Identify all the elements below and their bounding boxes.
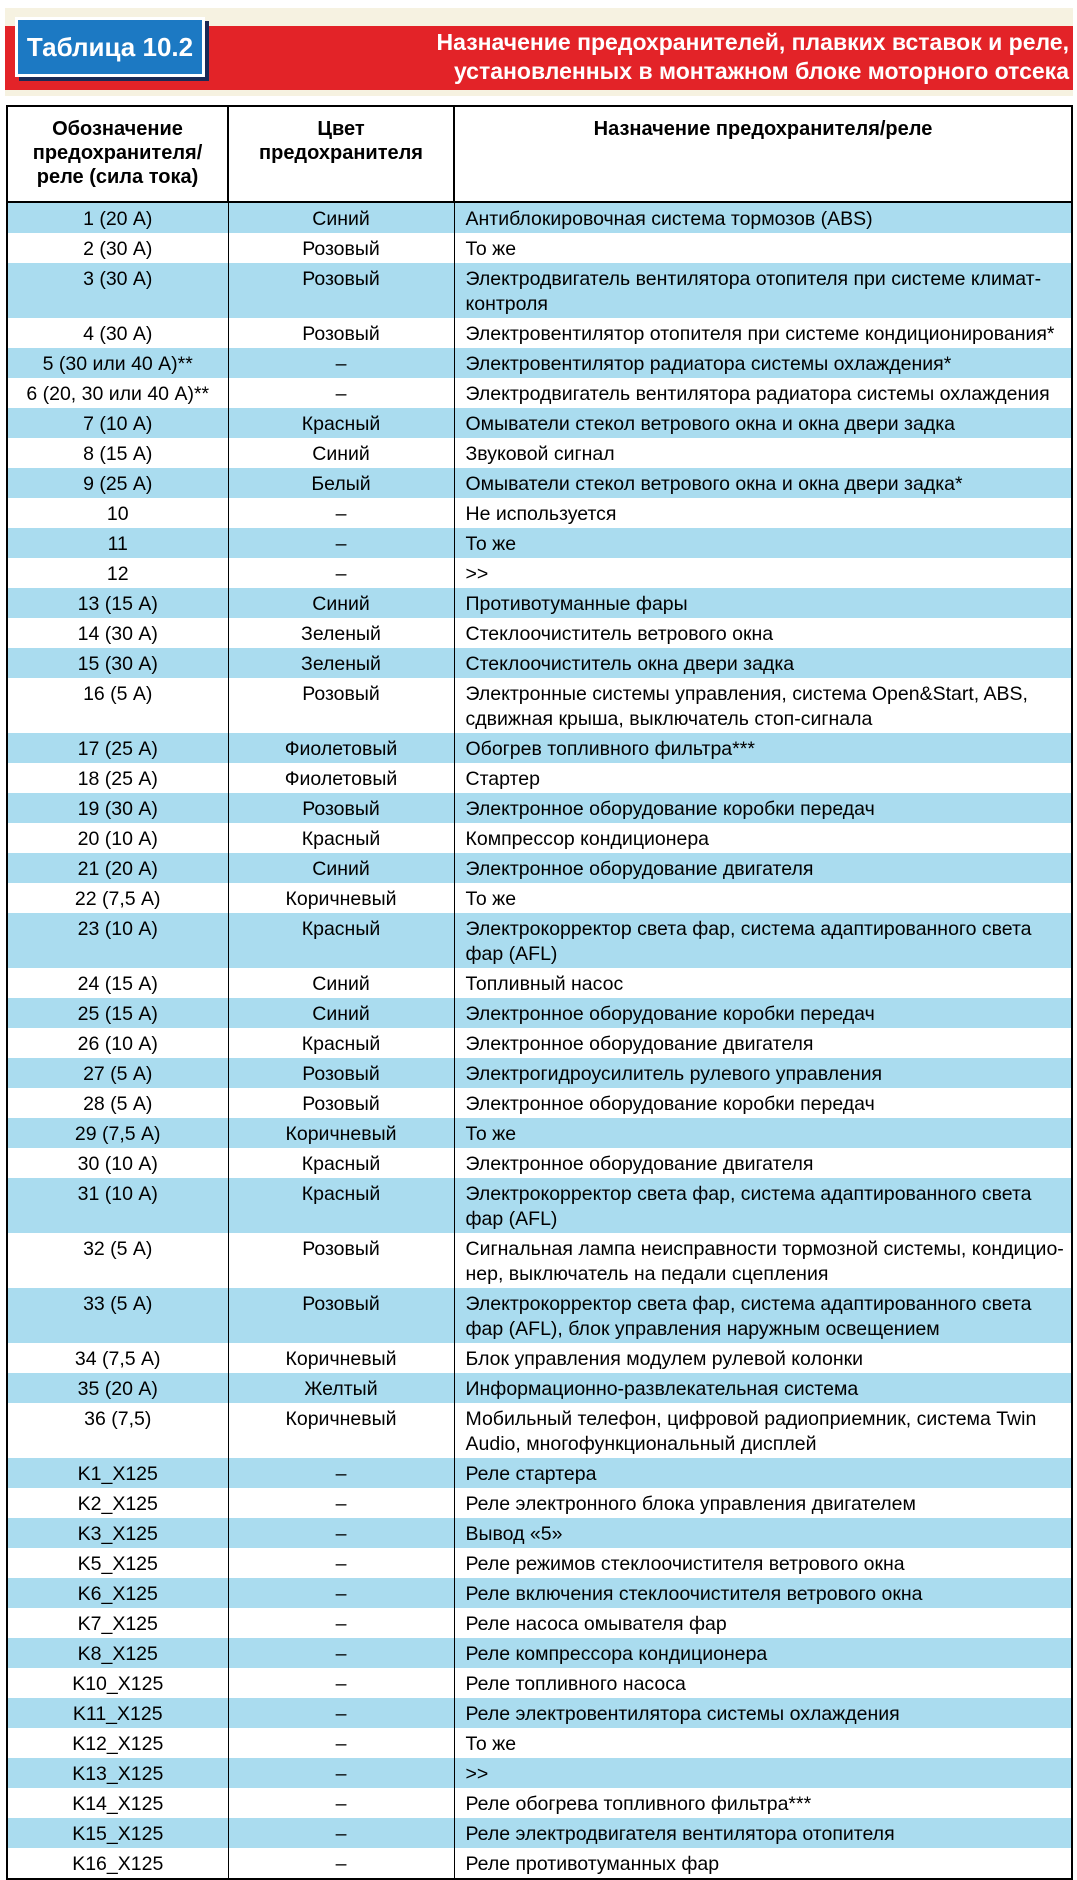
cell-designation: K14_X125 xyxy=(7,1788,228,1818)
cell-designation: 6 (20, 30 или 40 А)** xyxy=(7,378,228,408)
cell-purpose: Противотуманные фары xyxy=(454,588,1072,618)
table-row xyxy=(7,1818,1072,1848)
cell-purpose: Реле электродвигателя вентилятора отопителя xyxy=(454,1818,1072,1848)
table-row xyxy=(7,678,1072,733)
cell-purpose: Реле обогрева топливного фильтра*** xyxy=(454,1788,1072,1818)
table-row xyxy=(7,823,1072,853)
table-row xyxy=(7,998,1072,1028)
header-bottom-strip xyxy=(5,90,1073,96)
table-row xyxy=(7,588,1072,618)
table-row xyxy=(7,378,1072,408)
cell-purpose: Блок управления модулем рулевой колонки xyxy=(454,1343,1072,1373)
cell-fuse-color: – xyxy=(228,498,454,528)
cell-designation: 31 (10 А) xyxy=(7,1178,228,1233)
cell-purpose: Электровентилятор радиатора системы охлаждения* xyxy=(454,348,1072,378)
cell-designation: K15_X125 xyxy=(7,1818,228,1848)
cell-fuse-color: Фиолетовый xyxy=(228,733,454,763)
cell-designation: 32 (5 А) xyxy=(7,1233,228,1288)
cell-designation: 4 (30 А) xyxy=(7,318,228,348)
fuse-table xyxy=(6,105,1073,1880)
table-row xyxy=(7,1288,1072,1343)
table-row xyxy=(7,1403,1072,1458)
cell-purpose: Реле режимов стеклоочистителя ветрового окна xyxy=(454,1548,1072,1578)
cell-designation: 27 (5 А) xyxy=(7,1058,228,1088)
cell-fuse-color: – xyxy=(228,1488,454,1518)
table-row xyxy=(7,1088,1072,1118)
cell-designation: 19 (30 А) xyxy=(7,793,228,823)
cell-fuse-color: Синий xyxy=(228,968,454,998)
cell-purpose: Электрокорректор света фар, система адаптированного света фар (AFL) xyxy=(454,1178,1072,1233)
cell-purpose: Омыватели стекол ветрового окна и окна двери задка xyxy=(454,408,1072,438)
cell-fuse-color: Красный xyxy=(228,1178,454,1233)
cell-designation: 36 (7,5) xyxy=(7,1403,228,1458)
cell-designation: 28 (5 А) xyxy=(7,1088,228,1118)
table-row xyxy=(7,1458,1072,1488)
cell-designation: 10 xyxy=(7,498,228,528)
cell-fuse-color: – xyxy=(228,1788,454,1818)
cell-fuse-color: Синий xyxy=(228,588,454,618)
table-title-line-1: Назначение предохранителей, плавких вставок и реле, xyxy=(436,29,1069,55)
cell-fuse-color: Синий xyxy=(228,853,454,883)
cell-designation: 9 (25 А) xyxy=(7,468,228,498)
table-row xyxy=(7,1178,1072,1233)
table-row xyxy=(7,853,1072,883)
cell-designation: K13_X125 xyxy=(7,1758,228,1788)
cell-fuse-color: Розовый xyxy=(228,233,454,263)
cell-fuse-color: Розовый xyxy=(228,1288,454,1343)
cell-purpose: Реле стартера xyxy=(454,1458,1072,1488)
cell-fuse-color: – xyxy=(228,1638,454,1668)
cell-designation: 11 xyxy=(7,528,228,558)
column-header-designation: Обозначение предохранителя/ реле (сила тока) xyxy=(7,106,228,202)
table-row xyxy=(7,233,1072,263)
column-header-color: Цвет предохранителя xyxy=(228,106,454,202)
table-row xyxy=(7,1638,1072,1668)
cell-purpose: То же xyxy=(454,528,1072,558)
cell-designation: 15 (30 А) xyxy=(7,648,228,678)
cell-designation: K16_X125 xyxy=(7,1848,228,1879)
cell-purpose: Электронные системы управления, система Open&Start, ABS, сдвижная крыша, выключатель стоп-сигнала xyxy=(454,678,1072,733)
table-row xyxy=(7,763,1072,793)
table-row xyxy=(7,913,1072,968)
table-row xyxy=(7,202,1072,233)
table-header-row xyxy=(7,106,1072,202)
cell-purpose: Топливный насос xyxy=(454,968,1072,998)
cell-purpose: Обогрев топливного фильтра*** xyxy=(454,733,1072,763)
table-row xyxy=(7,1698,1072,1728)
cell-purpose: Электронное оборудование коробки передач xyxy=(454,793,1072,823)
cell-designation: 7 (10 А) xyxy=(7,408,228,438)
cell-fuse-color: Синий xyxy=(228,202,454,233)
cell-designation: K1_X125 xyxy=(7,1458,228,1488)
cell-fuse-color: – xyxy=(228,1848,454,1879)
cell-designation: 5 (30 или 40 А)** xyxy=(7,348,228,378)
table-row xyxy=(7,263,1072,318)
cell-designation: 29 (7,5 А) xyxy=(7,1118,228,1148)
cell-designation: K5_X125 xyxy=(7,1548,228,1578)
cell-fuse-color: – xyxy=(228,1608,454,1638)
cell-purpose: Сигнальная лампа неисправности тормозной системы, кондицио-нер, выключатель на педали сцепления xyxy=(454,1233,1072,1288)
cell-designation: K8_X125 xyxy=(7,1638,228,1668)
cell-fuse-color: Розовый xyxy=(228,1233,454,1288)
cell-fuse-color: – xyxy=(228,1698,454,1728)
cell-purpose: Реле топливного насоса xyxy=(454,1668,1072,1698)
cell-designation: K6_X125 xyxy=(7,1578,228,1608)
cell-designation: 3 (30 А) xyxy=(7,263,228,318)
table-row xyxy=(7,498,1072,528)
cell-fuse-color: Красный xyxy=(228,913,454,968)
cell-designation: 14 (30 А) xyxy=(7,618,228,648)
cell-fuse-color: Розовый xyxy=(228,1088,454,1118)
cell-purpose: Электрокорректор света фар, система адаптированного света фар (AFL), блок управления наружным освещением xyxy=(454,1288,1072,1343)
cell-designation: 21 (20 А) xyxy=(7,853,228,883)
cell-fuse-color: Розовый xyxy=(228,263,454,318)
cell-purpose: Реле противотуманных фар xyxy=(454,1848,1072,1879)
table-row xyxy=(7,968,1072,998)
cell-designation: 33 (5 А) xyxy=(7,1288,228,1343)
table-row xyxy=(7,1668,1072,1698)
cell-fuse-color: Синий xyxy=(228,998,454,1028)
table-row xyxy=(7,1373,1072,1403)
cell-fuse-color: – xyxy=(228,558,454,588)
cell-purpose: То же xyxy=(454,1728,1072,1758)
cell-purpose: Информационно-развлекательная система xyxy=(454,1373,1072,1403)
table-row xyxy=(7,438,1072,468)
cell-purpose: То же xyxy=(454,1118,1072,1148)
table-number-badge: Таблица 10.2 xyxy=(15,17,205,77)
cell-fuse-color: Красный xyxy=(228,408,454,438)
cell-fuse-color: Розовый xyxy=(228,793,454,823)
cell-fuse-color: Красный xyxy=(228,1028,454,1058)
table-row xyxy=(7,1518,1072,1548)
table-row xyxy=(7,348,1072,378)
cell-purpose: То же xyxy=(454,883,1072,913)
cell-designation: K11_X125 xyxy=(7,1698,228,1728)
cell-purpose: Антиблокировочная система тормозов (ABS) xyxy=(454,202,1072,233)
fuse-table-container xyxy=(6,105,1071,1880)
cell-fuse-color: Коричневый xyxy=(228,1118,454,1148)
cell-designation: 16 (5 А) xyxy=(7,678,228,733)
cell-purpose: Реле электронного блока управления двигателем xyxy=(454,1488,1072,1518)
cell-purpose: Электронное оборудование двигателя xyxy=(454,1148,1072,1178)
table-row xyxy=(7,618,1072,648)
cell-purpose: То же xyxy=(454,233,1072,263)
table-row xyxy=(7,648,1072,678)
cell-fuse-color: – xyxy=(228,348,454,378)
cell-designation: 1 (20 А) xyxy=(7,202,228,233)
cell-purpose: Реле компрессора кондиционера xyxy=(454,1638,1072,1668)
cell-fuse-color: Коричневый xyxy=(228,883,454,913)
cell-fuse-color: Розовый xyxy=(228,318,454,348)
cell-fuse-color: – xyxy=(228,1548,454,1578)
column-header-purpose: Назначение предохранителя/реле xyxy=(454,106,1072,202)
cell-purpose: >> xyxy=(454,1758,1072,1788)
cell-purpose: Реле электровентилятора системы охлаждения xyxy=(454,1698,1072,1728)
table-row xyxy=(7,1548,1072,1578)
table-row xyxy=(7,733,1072,763)
cell-fuse-color: Желтый xyxy=(228,1373,454,1403)
table-row xyxy=(7,1233,1072,1288)
table-row xyxy=(7,1148,1072,1178)
table-row xyxy=(7,1608,1072,1638)
cell-purpose: Стеклоочиститель ветрового окна xyxy=(454,618,1072,648)
cell-designation: 24 (15 А) xyxy=(7,968,228,998)
table-row xyxy=(7,883,1072,913)
cell-fuse-color: Синий xyxy=(228,438,454,468)
table-row xyxy=(7,558,1072,588)
cell-designation: 22 (7,5 А) xyxy=(7,883,228,913)
table-caption-header xyxy=(0,0,1077,100)
table-row xyxy=(7,468,1072,498)
cell-designation: 2 (30 А) xyxy=(7,233,228,263)
table-row xyxy=(7,1118,1072,1148)
cell-purpose: Реле насоса омывателя фар xyxy=(454,1608,1072,1638)
cell-fuse-color: Коричневый xyxy=(228,1403,454,1458)
cell-designation: 34 (7,5 А) xyxy=(7,1343,228,1373)
table-row xyxy=(7,1343,1072,1373)
cell-fuse-color: – xyxy=(228,378,454,408)
cell-fuse-color: – xyxy=(228,1758,454,1788)
cell-designation: 25 (15 А) xyxy=(7,998,228,1028)
cell-purpose: Электрокорректор света фар, система адаптированного света фар (AFL) xyxy=(454,913,1072,968)
table-row xyxy=(7,793,1072,823)
table-row xyxy=(7,318,1072,348)
cell-purpose: Реле включения стеклоочистителя ветрового окна xyxy=(454,1578,1072,1608)
table-row xyxy=(7,1488,1072,1518)
table-row xyxy=(7,1028,1072,1058)
table-row xyxy=(7,1578,1072,1608)
cell-designation: 26 (10 А) xyxy=(7,1028,228,1058)
table-row xyxy=(7,528,1072,558)
cell-purpose: Не используется xyxy=(454,498,1072,528)
cell-fuse-color: – xyxy=(228,528,454,558)
cell-purpose: Электронное оборудование двигателя xyxy=(454,1028,1072,1058)
cell-designation: 23 (10 А) xyxy=(7,913,228,968)
table-row xyxy=(7,1058,1072,1088)
cell-purpose: Звуковой сигнал xyxy=(454,438,1072,468)
cell-designation: K10_X125 xyxy=(7,1668,228,1698)
cell-designation: 13 (15 А) xyxy=(7,588,228,618)
cell-designation: 18 (25 А) xyxy=(7,763,228,793)
table-row xyxy=(7,1758,1072,1788)
table-row xyxy=(7,1728,1072,1758)
cell-fuse-color: – xyxy=(228,1818,454,1848)
cell-designation: K12_X125 xyxy=(7,1728,228,1758)
cell-fuse-color: – xyxy=(228,1578,454,1608)
cell-fuse-color: Фиолетовый xyxy=(228,763,454,793)
cell-designation: 30 (10 А) xyxy=(7,1148,228,1178)
cell-fuse-color: Зеленый xyxy=(228,648,454,678)
cell-purpose: Стартер xyxy=(454,763,1072,793)
cell-designation: 35 (20 А) xyxy=(7,1373,228,1403)
cell-purpose: Стеклоочиститель окна двери задка xyxy=(454,648,1072,678)
cell-purpose: Омыватели стекол ветрового окна и окна двери задка* xyxy=(454,468,1072,498)
cell-designation: K7_X125 xyxy=(7,1608,228,1638)
cell-fuse-color: Зеленый xyxy=(228,618,454,648)
cell-fuse-color: Розовый xyxy=(228,1058,454,1088)
cell-fuse-color: Красный xyxy=(228,823,454,853)
cell-purpose: Электровентилятор отопителя при системе кондиционирования* xyxy=(454,318,1072,348)
cell-designation: 12 xyxy=(7,558,228,588)
cell-fuse-color: – xyxy=(228,1668,454,1698)
table-body xyxy=(7,202,1072,1879)
cell-purpose: Электронное оборудование коробки передач xyxy=(454,998,1072,1028)
cell-fuse-color: Розовый xyxy=(228,678,454,733)
cell-purpose: Электронное оборудование двигателя xyxy=(454,853,1072,883)
table-row xyxy=(7,408,1072,438)
cell-designation: K3_X125 xyxy=(7,1518,228,1548)
table-title xyxy=(309,28,1069,86)
cell-purpose: >> xyxy=(454,558,1072,588)
cell-purpose: Электронное оборудование коробки передач xyxy=(454,1088,1072,1118)
cell-fuse-color: Белый xyxy=(228,468,454,498)
cell-fuse-color: – xyxy=(228,1728,454,1758)
cell-fuse-color: Красный xyxy=(228,1148,454,1178)
cell-purpose: Компрессор кондиционера xyxy=(454,823,1072,853)
cell-purpose: Электродвигатель вентилятора радиатора системы охлаждения xyxy=(454,378,1072,408)
cell-designation: K2_X125 xyxy=(7,1488,228,1518)
cell-purpose: Вывод «5» xyxy=(454,1518,1072,1548)
cell-purpose: Мобильный телефон, цифровой радиоприемник, система Twin Audio, многофункциональный дисплей xyxy=(454,1403,1072,1458)
cell-fuse-color: Коричневый xyxy=(228,1343,454,1373)
cell-designation: 17 (25 А) xyxy=(7,733,228,763)
table-row xyxy=(7,1788,1072,1818)
cell-fuse-color: – xyxy=(228,1458,454,1488)
table-row xyxy=(7,1848,1072,1879)
cell-fuse-color: – xyxy=(228,1518,454,1548)
table-title-line-2: установленных в монтажном блоке моторного отсека xyxy=(453,58,1069,84)
cell-designation: 20 (10 А) xyxy=(7,823,228,853)
cell-purpose: Электродвигатель вентилятора отопителя при системе климат-контроля xyxy=(454,263,1072,318)
cell-purpose: Электрогидроусилитель рулевого управления xyxy=(454,1058,1072,1088)
cell-designation: 8 (15 А) xyxy=(7,438,228,468)
